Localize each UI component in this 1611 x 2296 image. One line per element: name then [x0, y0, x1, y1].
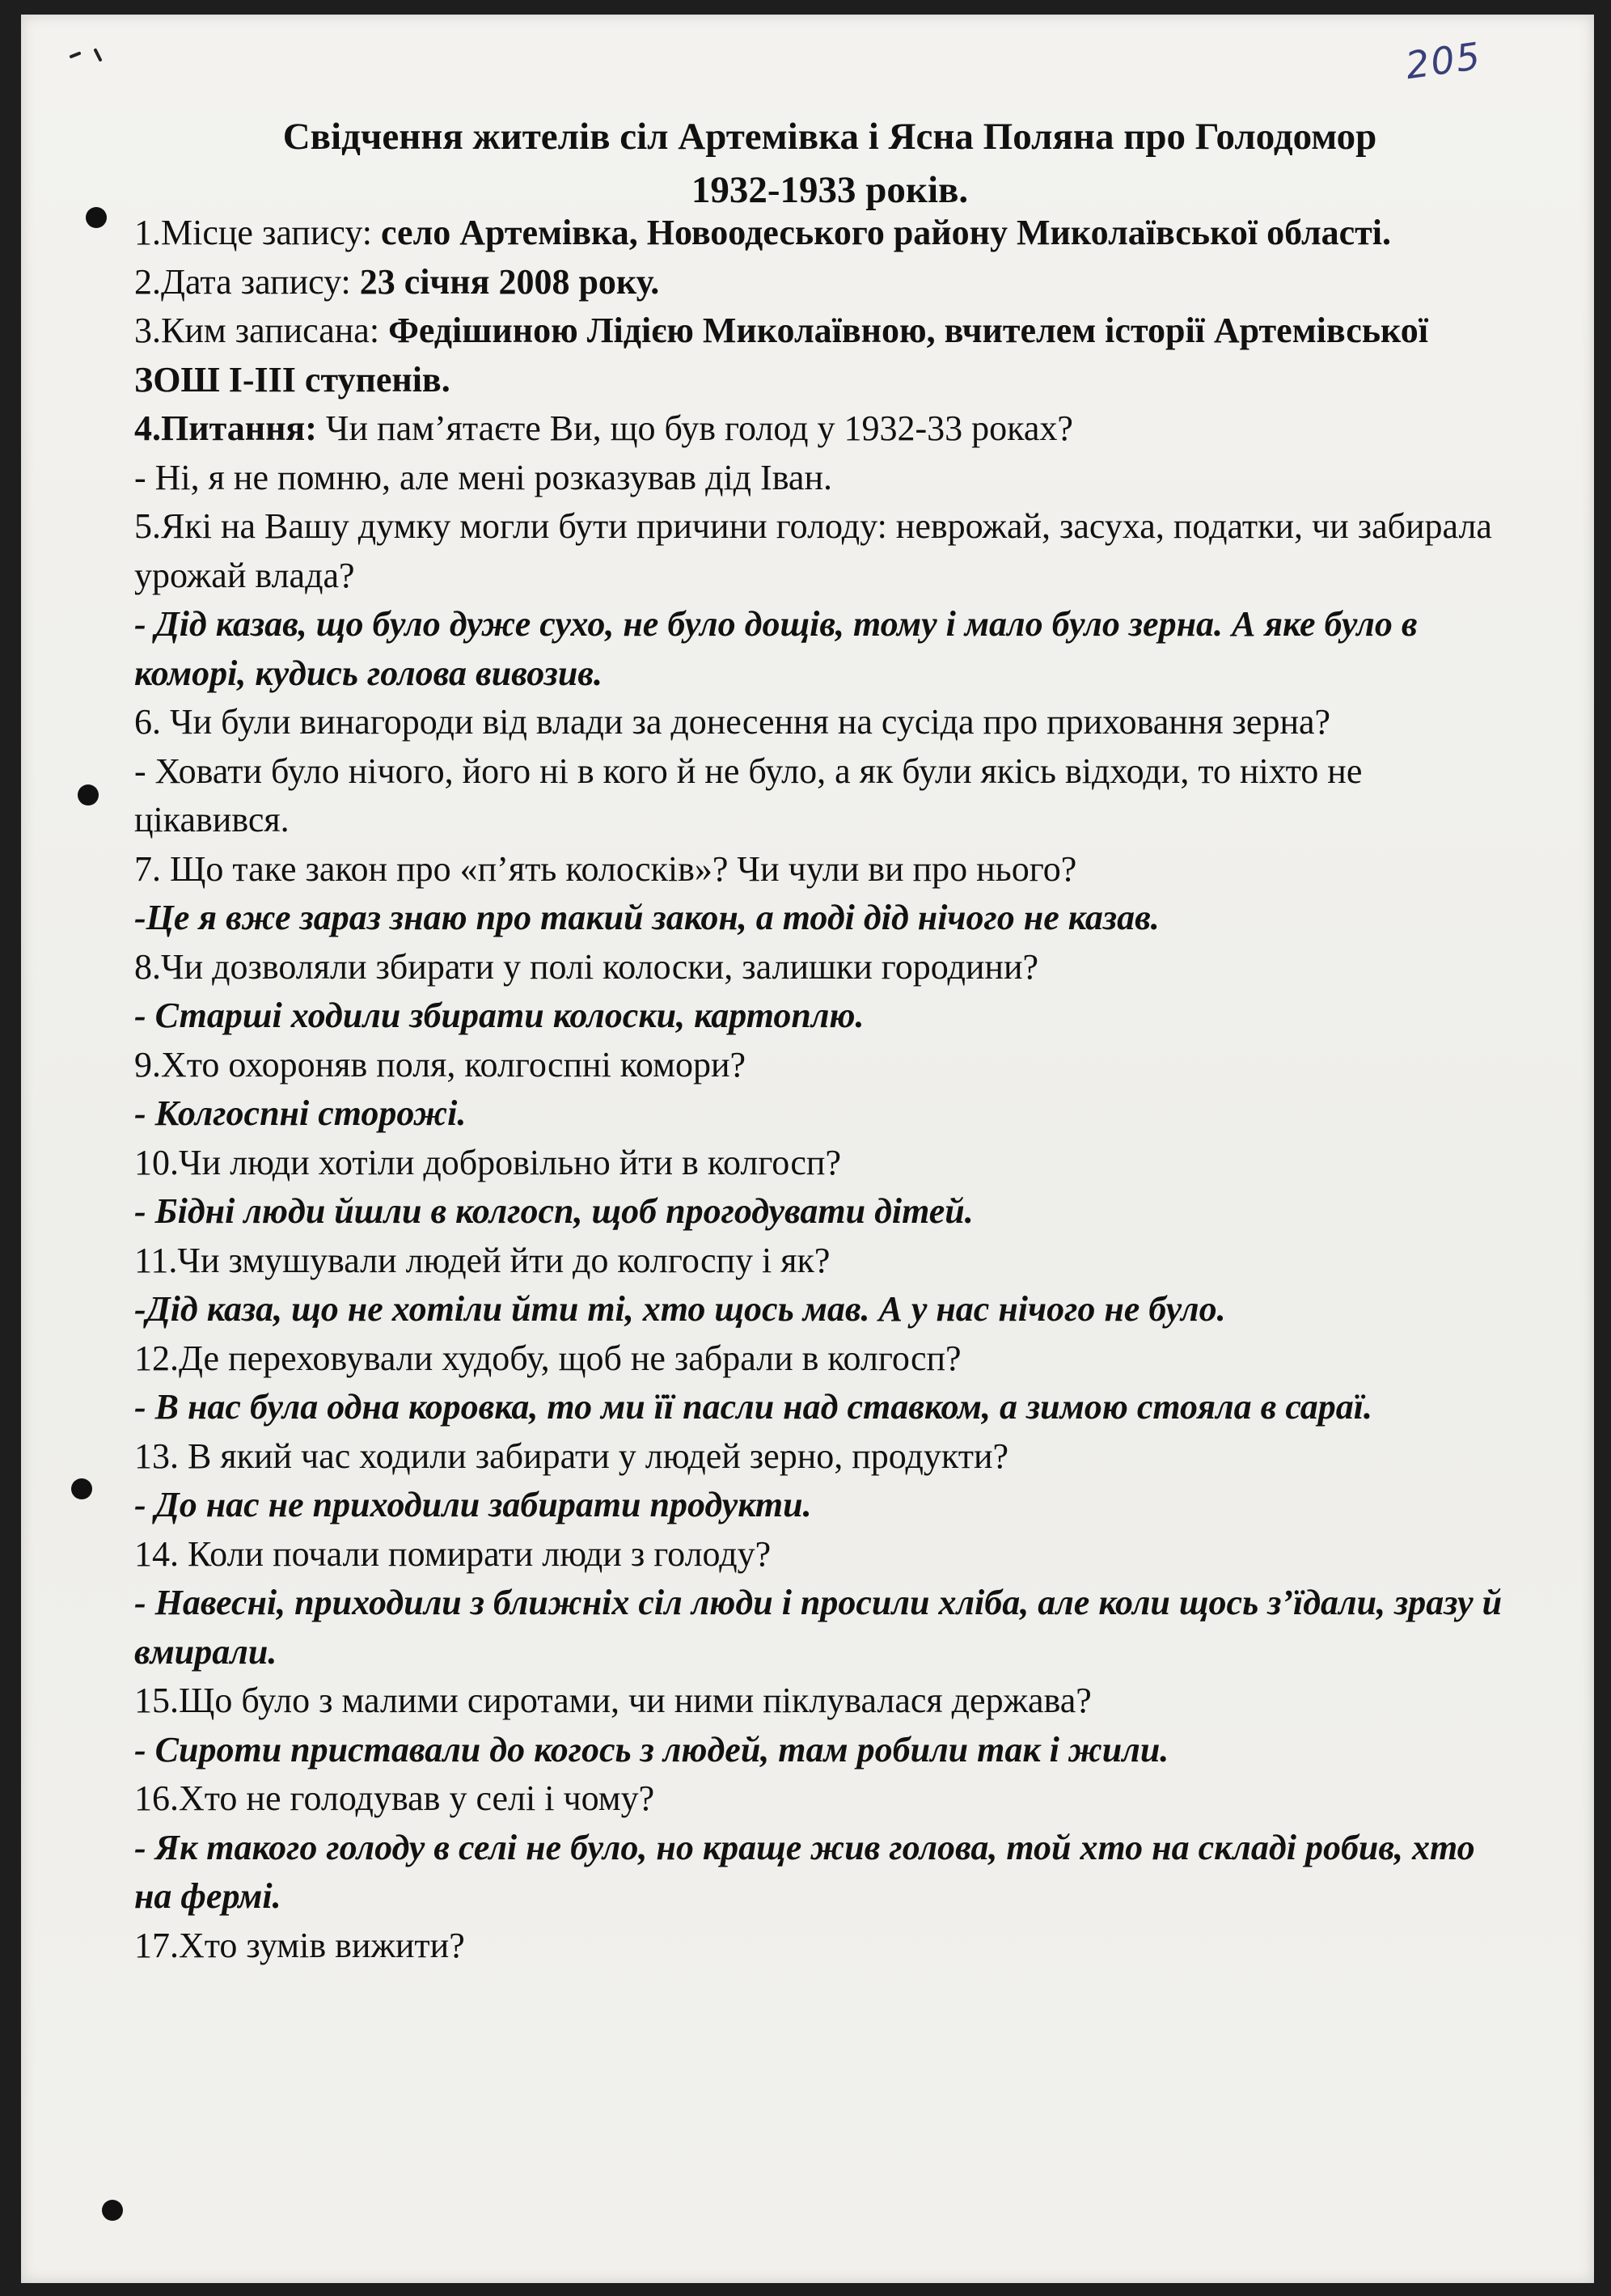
punch-hole-1: [86, 207, 107, 228]
question-9: 9.Хто охороняв поля, колгоспні комори?: [134, 1044, 746, 1085]
answer-8: - Старші ходили збирати колоски, картоплю.: [134, 996, 865, 1035]
answer-14: - Навесні, приходили з ближніх сіл люди і просили хліба, але коли щось з’їдали, зразу й вмирали.: [134, 1583, 1503, 1672]
record-place: [134, 209, 1509, 258]
answer-10: - Бідні люди йшли в колгосп, щоб прогодувати дітей.: [134, 1191, 974, 1231]
question-4: [134, 404, 1509, 454]
record-date-label: 2.Дата запису:: [134, 261, 360, 302]
title-line-1: Свідчення жителів сіл Артемівка і Ясна Поляна про Голодомор: [282, 116, 1377, 158]
answer-12: - В нас була одна коровка, то ми її пасли над ставком, а зимою стояла в сараї.: [134, 1387, 1372, 1427]
record-date-value: 23 січня 2008 року.: [359, 261, 660, 302]
answer-16: - Як такого голоду в селі не було, но краще жив голова, той хто на складі робив, хто на фермі.: [134, 1827, 1475, 1916]
answer-7: -Це я вже зараз знаю про такий закон, а тоді дід нічого не казав.: [134, 898, 1160, 937]
question-11: 11.Чи змушували людей йти до колгоспу і як?: [134, 1240, 831, 1280]
answer-11: -Дід каза, що не хотіли йти ті, хто щось мав. А у нас нічого не було.: [134, 1289, 1226, 1329]
recorded-by: [134, 307, 1509, 404]
punch-hole-4: [102, 2200, 123, 2221]
record-place-label: 1.Місце запису:: [134, 213, 381, 252]
answer-15: - Сироти приставали до когось з людей, там робили так і жили.: [134, 1729, 1169, 1770]
document-page: [21, 15, 1594, 2283]
question-12: 12.Де переховували худобу, щоб не забрали в колгосп?: [134, 1338, 962, 1378]
question-16: 16.Хто не голодував у селі і чому?: [134, 1778, 655, 1818]
interview-text: [134, 209, 1509, 1970]
answer-5: - Дід казав, що було дуже сухо, не було дощів, тому і мало було зерна. А яке було в коморі, кудись голова вивозив.: [134, 604, 1418, 693]
question-4-label: 4.Питання:: [134, 408, 326, 448]
question-5: 5.Які на Вашу думку могли бути причини голоду: неврожай, засуха, податки, чи забирала урожай влада?: [134, 506, 1492, 595]
answer-9: - Колгоспні сторожі.: [134, 1093, 467, 1133]
question-8: 8.Чи дозволяли збирати у полі колоски, залишки городини?: [134, 946, 1039, 987]
document-title: [118, 110, 1541, 217]
answer-6: - Ховати було нічого, його ні в кого й не було, а як були якісь відходи, то ніхто не цікавився.: [134, 751, 1363, 839]
question-4-text: Чи пам’ятаєте Ви, що був голод у 1932-33 роках?: [325, 408, 1073, 448]
recorded-by-value: Федішиною Лідією Миколаївною, вчителем історії Артемівської ЗОШ І-ІІІ ступенів.: [134, 311, 1428, 400]
question-7: 7. Що таке закон про «п’ять колосків»? Чи чули ви про нього?: [134, 848, 1077, 889]
punch-hole-2: [78, 784, 99, 806]
title-line-2: 1932-1933 років.: [691, 169, 969, 211]
question-14: 14. Коли почали помирати люди з голоду?: [134, 1533, 772, 1574]
answer-13: - До нас не приходили забирати продукти.: [134, 1485, 812, 1524]
pen-mark: [68, 45, 105, 68]
question-6: 6. Чи були винагороди від влади за донесення на сусіда про приховання зерна?: [134, 702, 1331, 742]
question-15: 15.Що було з малими сиротами, чи ними піклувалася держава?: [134, 1681, 1092, 1720]
answer-4: - Ні, я не помню, але мені розказував дід Іван.: [134, 457, 832, 497]
page-number: 205: [1402, 33, 1485, 88]
punch-hole-3: [71, 1478, 92, 1499]
question-17: 17.Хто зумів вижити?: [134, 1925, 465, 1965]
question-10: 10.Чи люди хотіли добровільно йти в колгосп?: [134, 1142, 841, 1182]
record-date: [134, 258, 1509, 307]
recorded-by-label: 3.Ким записана:: [134, 311, 389, 350]
question-13: 13. В який час ходили забирати у людей зерно, продукти?: [134, 1436, 1009, 1476]
record-place-value: село Артемівка, Новоодеського району Миколаївської області.: [380, 213, 1392, 252]
